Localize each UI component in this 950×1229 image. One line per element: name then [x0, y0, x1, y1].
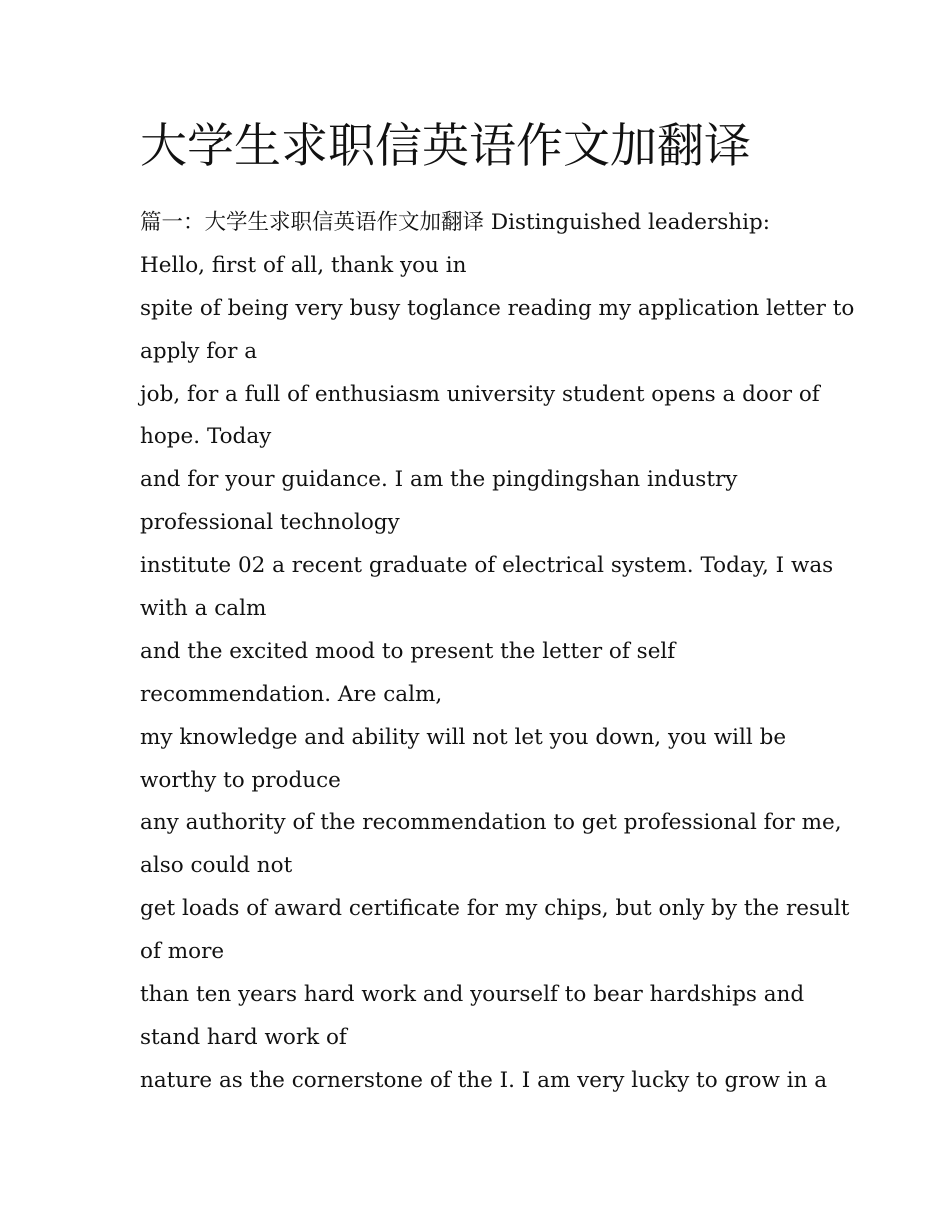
body-line: worthy to produce	[140, 767, 341, 793]
body-line: with a calm	[140, 596, 267, 622]
body-line: nature as the cornerstone of the I. I am very lucky to grow in a	[140, 1067, 828, 1093]
document-body	[140, 202, 855, 1103]
body-line: spite of being very busy toglance reading my application letter to	[140, 295, 855, 321]
body-line: 篇一：大学生求职信英语作文加翻译 Distinguished leadership:	[140, 210, 770, 235]
body-line: get loads of award certificate for my chips, but only by the result	[140, 896, 850, 922]
body-line: and for your guidance. I am the pingdingshan industry	[140, 467, 738, 493]
body-line: and the excited mood to present the letter of self	[140, 638, 676, 664]
body-line: apply for a	[140, 338, 258, 364]
body-line: recommendation. Are calm,	[140, 681, 443, 707]
body-line: my knowledge and ability will not let you down, you will be	[140, 724, 787, 750]
body-line: also could not	[140, 853, 293, 879]
body-line: of more	[140, 939, 225, 965]
body-line: job, for a full of enthusiasm university student opens a door of	[140, 381, 820, 407]
body-line: stand hard work of	[140, 1024, 347, 1050]
document-title: 大学生求职信英语作文加翻译	[140, 119, 751, 174]
body-line: institute 02 a recent graduate of electrical system. Today, I was	[140, 553, 834, 579]
body-line: than ten years hard work and yourself to bear hardships and	[140, 982, 805, 1008]
body-line: hope. Today	[140, 424, 272, 450]
body-line: Hello, first of all, thank you in	[140, 252, 467, 278]
body-line: professional technology	[140, 510, 400, 536]
body-line: any authority of the recommendation to get professional for me,	[140, 810, 842, 836]
